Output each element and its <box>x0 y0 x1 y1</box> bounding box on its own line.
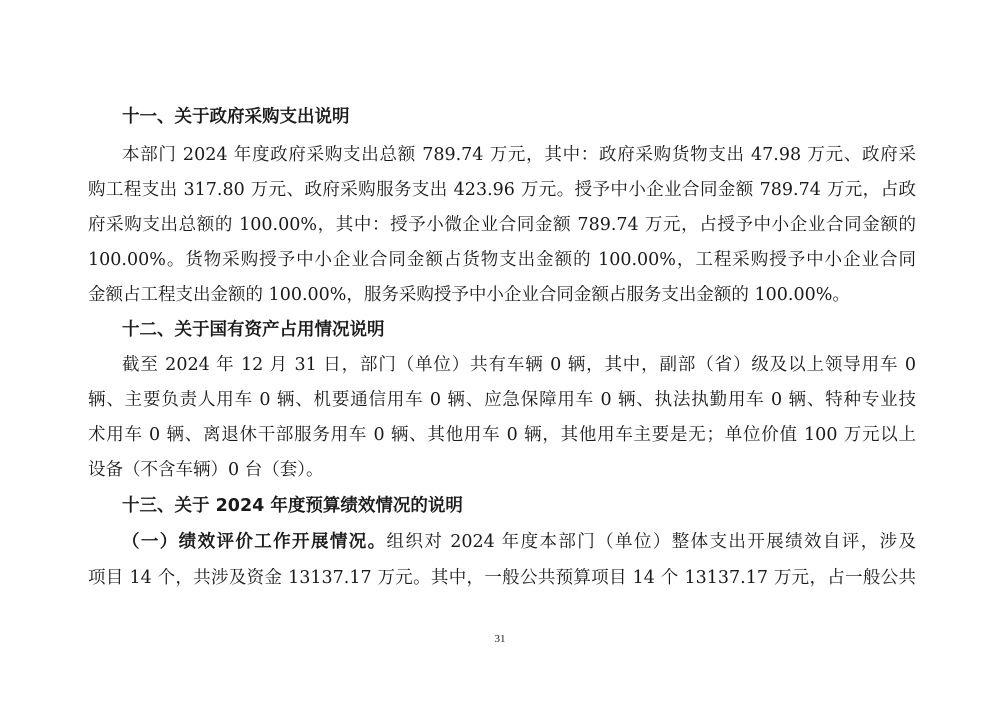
paragraph-text: 组织对 2024 年度本部门（单位）整体支出开展绩效自评，涉及 <box>386 532 916 552</box>
section-heading-12: 十二、关于国有资产占用情况说明 <box>122 320 385 340</box>
paragraph-line: 截至 2024 年 12 月 31 日，部门（单位）共有车辆 0 辆，其中，副部（省）级及以上领导用车 0 <box>122 355 916 375</box>
paragraph-line: 购工程支出 317.80 万元、政府采购服务支出 423.96 万元。授予中小企业合同金额 789.74 万元，占政 <box>88 180 916 200</box>
paragraph-line: 项目 14 个，共涉及资金 13137.17 万元。其中，一般公共预算项目 14 个 13137.17 万元，占一般公共 <box>88 568 916 588</box>
sub-heading: （一）绩效评价工作开展情况。 <box>122 532 387 552</box>
paragraph-line: 100.00%。货物采购授予中小企业合同金额占货物支出金额的 100.00%，工程采购授予中小企业合同 <box>88 250 916 270</box>
section-heading-13: 十三、关于 2024 年度预算绩效情况的说明 <box>122 496 463 516</box>
paragraph-line: 府采购支出总额的 100.00%，其中：授予小微企业合同金额 789.74 万元，占授予中小企业合同金额的 <box>88 215 916 235</box>
paragraph-line: 本部门 2024 年度政府采购支出总额 789.74 万元，其中：政府采购货物支出 47.98 万元、政府采 <box>122 145 916 165</box>
paragraph-line: 金额占工程支出金额的 100.00%，服务采购授予中小企业合同金额占服务支出金额的 100.00%。 <box>88 285 850 305</box>
paragraph-line: 辆、主要负责人用车 0 辆、机要通信用车 0 辆、应急保障用车 0 辆、执法执勤用车 0 辆、特种专业技 <box>88 390 916 410</box>
paragraph-line: 设备（不含车辆）0 台（套）。 <box>88 460 324 480</box>
paragraph-line <box>122 530 916 554</box>
page-number: 31 <box>494 633 506 645</box>
paragraph-line: 术用车 0 辆、离退休干部服务用车 0 辆、其他用车 0 辆，其他用车主要是无；单位价值 100 万元以上 <box>88 425 916 445</box>
section-heading-11: 十一、关于政府采购支出说明 <box>122 107 350 127</box>
